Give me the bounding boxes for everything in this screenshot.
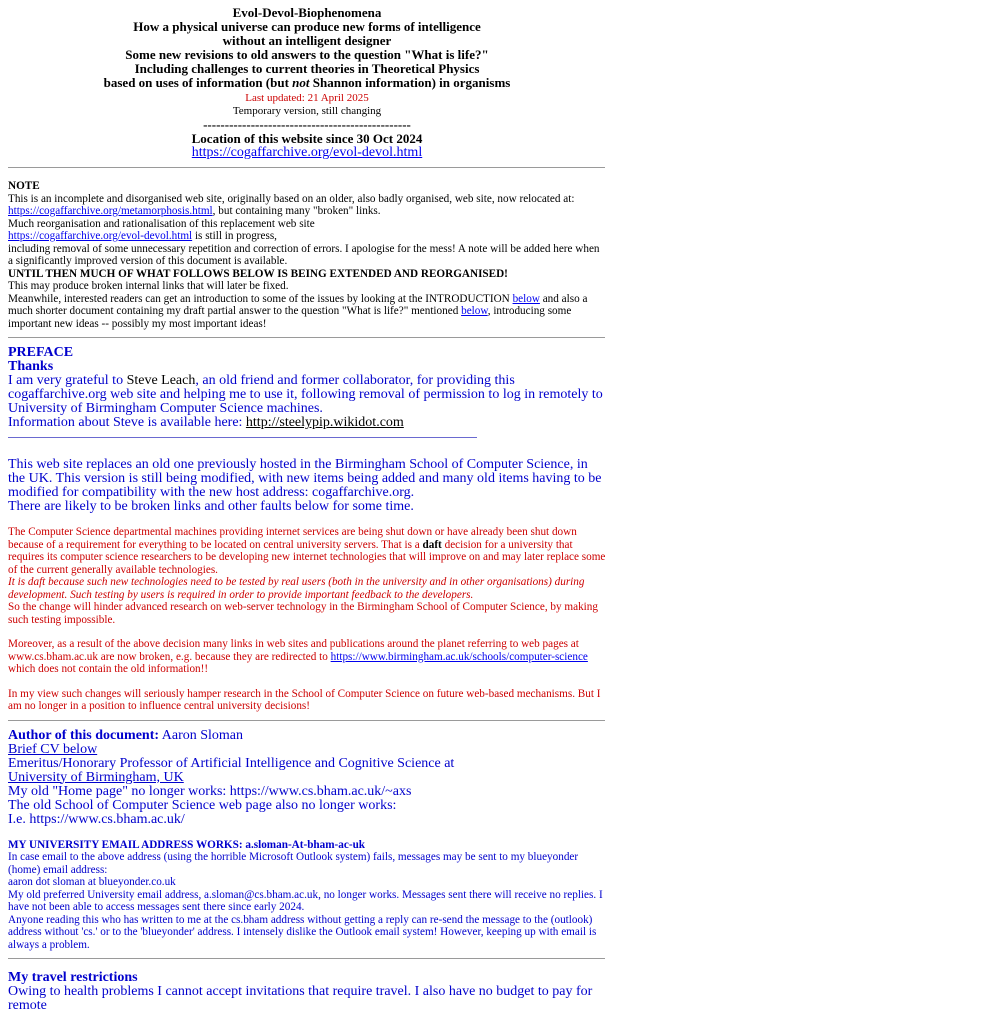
introduction-below-link[interactable]: below [512,292,540,305]
broken-links-text: There are likely to be broken links and other faults below for some time. [8,499,414,514]
broken-links-paragraph: Moreover, as a result of the above decision many links in web sites and publications around the planet referring to web pages at www.cs.bham.ac.uk are now broken, e.g. because they are redirected to https://www.birmingham.ac.uk/schools/computer-science which does not contain the old information!! [8,638,588,675]
email-line-4: Anyone reading this who has written to me at the cs.bham address without getting a reply can re-send the message to the (outlook) address without 'cs.' or to the 'blueyonder' address. I intensely dislike the Outlook email system! However, keeping up with email is always a problem. [8,913,597,951]
email-heading: MY UNIVERSITY EMAIL ADDRESS WORKS: a.sloman-At-bham-ac-uk [8,838,366,851]
thanks-text: I am very grateful to Steve Leach, an old friend and former collaborator, for providing this cogaffarchive.org web site and helping me to use it, following removal of permission to log in remotely to University of Birmingham Computer Science machines. [8,373,603,416]
author-name: Aaron Sloman [159,727,244,743]
note-label: NOTE [8,180,40,192]
travel-section [8,971,606,1013]
subtitle-5: based on uses of information (but not Shannon information) in organisms [103,75,511,90]
divider-2 [8,337,605,338]
email-line-3: My old preferred University email address, a.sloman@cs.bham.ac.uk, no longer works. Messages sent there will receive no replies. I have not been able to access messages sent there since early 2024. [8,888,603,913]
note-line-1: This is an incomplete and disorganised web site, originally based on an older, also badly organised, web site, now relocated at: [8,192,575,205]
travel-heading: My travel restrictions [8,970,138,985]
author-section [8,729,606,952]
page [8,6,606,1013]
metamorphosis-link[interactable]: https://cogaffarchive.org/metamorphosis.html [8,205,213,217]
home-page-note: My old "Home page" no longer works: https://www.cs.bham.ac.uk/~axs [8,783,412,799]
evol-devol-link[interactable]: https://cogaffarchive.org/evol-devol.html [8,230,193,242]
university-link[interactable]: University of Birmingham, UK [8,769,184,785]
subtitle-3: Some new revisions to old answers to the question "What is life?" [125,47,489,62]
note-line-5: including removal of some unnecessary repetition and correction of errors. I apologise for the mess! A note will be added here when a significantly improved version of this document is available. [8,242,600,267]
steelypip-link[interactable]: http://steelypip.wikidot.com [245,415,404,430]
note-line-7: This may produce broken internal links that will later be fixed. [8,280,289,292]
emphasis-not: not [292,75,310,90]
red-notice: The Computer Science departmental machines providing internet services are being shut down or have already been shut down because of a requirement for everything to be located on central university servers. That is a daft decision for a university that requires its computer science researchers to be developing new internet technologies that will improve on and may later replace some of the current generally available technologies. It is daft because such new technologies need to be tested by real users (both in the university and in other organisations) during development. Such testing by users is required in order to provide important feedback to the developers. So the change will hinder advanced research on web-server technology in the Birmingham School of Computer Science, by making such testing impossible. Moreover, as a result of the above decision many links in web sites and publications around the planet referring to web pages at www.cs.bham.ac.uk are now broken, e.g. because they are redirected to https://www.birmingham.ac.uk/schools/computer-science which does not contain the old information!! In my view such changes will seriously hamper research in the School of Computer Science on future web-based mechanisms. But I am no longer in a position to influence central university decisions! [8,526,606,712]
daft-word: daft [422,538,442,551]
travel-text: Owing to health problems I cannot accept invitations that require travel. I also have no budget to pay for remote [8,984,593,1013]
note-warning: UNTIL THEN MUCH OF WHAT FOLLOWS BELOW IS BEING EXTENDED AND REORGANISED! [8,267,508,280]
preface-heading: PREFACE [8,345,74,360]
note-section: NOTE This is an incomplete and disorganised web site, originally based on an older, also badly organised, web site, now relocated at: https://cogaffarchive.org/metamorphosis.html, but containing many "broken" links. Much reorganisation and rationalisation of this replacement web site https://cogaffarchive.org/evol-devol.html is still in progress, including removal of some unnecessary repetition and correction of errors. I apologise for the mess! A note will be added here when a significantly improved version of this document is available. UNTIL THEN MUCH OF WHAT FOLLOWS BELOW IS BEING EXTENDED AND REORGANISED! This may produce broken internal links that will later be fixed. Meanwhile, interested readers can get an introduction to some of the issues by looking at the INTRODUCTION below and also a much shorter document containing my draft partial answer to the question "What is life?" mentioned below, introducing some important new ideas -- possibly my most important ideas! [8,180,606,330]
divider-1 [8,167,605,168]
school-page-note: The old School of Computer Science web page also no longer works: [8,797,397,813]
hinder-text: So the change will hinder advanced research on web-server technology in the Birmingham School of Computer Science, by making such testing impossible. [8,601,598,626]
subtitle-2: without an intelligent designer [222,33,392,48]
subtitle-1: How a physical universe can produce new forms of intelligence [133,19,481,34]
birmingham-cs-link[interactable]: https://www.birmingham.ac.uk/schools/computer-science [330,650,588,663]
replace-text: This web site replaces an old one previously hosted in the Birmingham School of Computer Science, in the UK. This version is still being modified, with new items being added and many old items having to be modified for compatibility with the new host address: cogaffarchive.org. [8,457,602,500]
email-line-2: aaron dot sloman at blueyonder.co.uk [8,876,176,888]
subtitle-4: Including challenges to current theories in Theoretical Physics [134,61,480,76]
daft-explanation: It is daft because such new technologies need to be tested by real users (both in the university and in other organisations) during development. Such testing by users is required in order to provide important feedback to the developers. [8,576,585,601]
ie-note: I.e. https://www.cs.bham.ac.uk/ [8,811,185,827]
steve-info: Information about Steve is available here: http://steelypip.wikidot.com [8,415,404,430]
author-role: Emeritus/Honorary Professor of Artificial Intelligence and Cognitive Science at [8,755,455,771]
email-section [8,839,606,952]
author-label: Author of this document: [8,727,160,743]
note-line-8: Meanwhile, interested readers can get an introduction to some of the issues by looking at the INTRODUCTION below and also a much shorter document containing my draft partial answer to the question "What is life?" mentioned below, introducing some important new ideas -- possibly my most important ideas! [8,292,588,330]
location-heading: Location of this website since 30 Oct 2024 [191,131,423,146]
what-is-life-below-link[interactable]: below [461,305,488,317]
brief-cv-link[interactable]: Brief CV below [8,741,98,757]
note-line-3: Much reorganisation and rationalisation of this replacement web site [8,217,315,230]
preface-section [8,346,606,713]
email-line-1: In case email to the above address (using the horrible Microsoft Outlook system) fails, messages may be sent to my blueyonder (home) email address: [8,851,579,876]
divider-4 [8,958,605,959]
hamper-text: In my view such changes will seriously hamper research in the School of Computer Science on future web-based mechanisms. But I am no longer in a position to influence central university decisions! [8,687,601,712]
divider-partial [8,437,477,438]
header [8,6,606,160]
page-title: Evol-Devol-Biophenomena [232,5,382,20]
steve-leach-name: Steve Leach [126,373,196,388]
temporary-version: Temporary version, still changing [232,104,382,117]
dash-separator: ------------------------------------------------ [203,117,411,132]
divider-3 [8,720,605,721]
thanks-heading: Thanks [8,359,54,374]
last-updated: Last updated: 21 April 2025 [245,92,369,104]
site-url-link[interactable]: https://cogaffarchive.org/evol-devol.html [191,145,423,160]
